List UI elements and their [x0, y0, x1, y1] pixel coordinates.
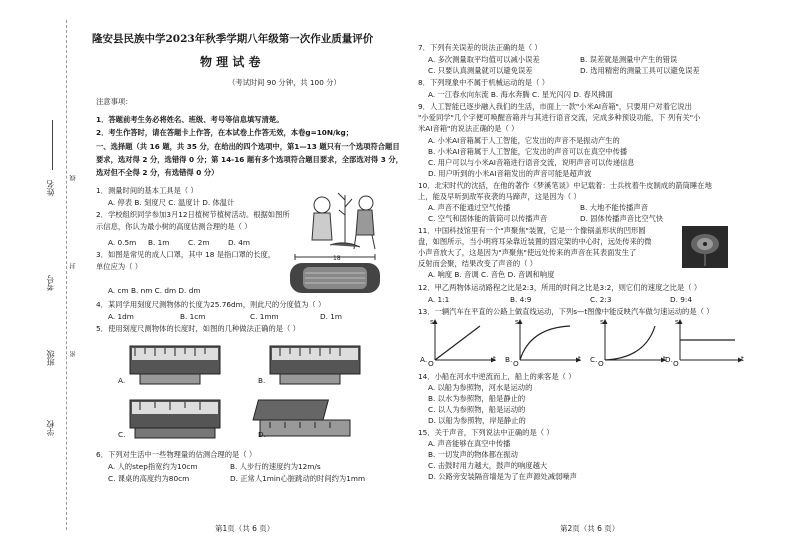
- q15-stem: 15．关于声音，下列说法中正确的是（ ）: [418, 428, 554, 437]
- q9-option-b: B. 小米AI音箱属于人工智能，它发出的声音可以在真空中传播: [428, 147, 628, 156]
- graph-a: [435, 320, 495, 360]
- graph-a-origin: O: [428, 359, 434, 368]
- graph-b-label: B.: [505, 355, 513, 364]
- q11-options: A. 响度 B. 音调 C. 音色 D. 音调和响度: [428, 270, 555, 279]
- q14-option-c: C. 以人为参照物，船是运动的: [428, 405, 526, 414]
- section1-line2: 要求，选对得 2 分，选错得 0 分；第 14-16 题有多个选项符合题目要求，全部选对得 3 分，: [96, 155, 403, 164]
- exam-title: 隆安县民族中学2023年秋季学期八年级第一次作业质量评价: [92, 33, 374, 45]
- q10-stem-a: 10．北宋时代的沈括，在他的著作《梦溪笔谈》中记载着：士兵枕着牛皮制成的箭筒睡在地: [418, 181, 712, 190]
- graph-c-label: C.: [590, 355, 598, 364]
- number-label: 考号: [46, 275, 55, 291]
- q9-option-d: D. 用户听到的小米AI音箱发出的声音可能是超声波: [428, 169, 592, 178]
- q6-option-c: C. 课桌的高度约为80cm: [108, 474, 190, 483]
- exam-subtitle: 物 理 试 卷: [200, 55, 261, 69]
- name-blank: [52, 120, 53, 170]
- ruler-figure-b: [270, 346, 360, 384]
- q4-stem: 4．某同学用刻度尺测物体的长度为25.76dm，则此尺的分度值为（ ）: [96, 300, 326, 309]
- q4-option-c: C. 1mm: [250, 312, 279, 321]
- graph-c-origin: O: [598, 359, 604, 368]
- notice-item-1: 1．答题前考生务必将姓名、班级、考号等信息填写清楚。: [96, 115, 284, 124]
- q5-label-c: C.: [118, 430, 126, 439]
- graph-c-axis-s: s: [600, 317, 604, 326]
- class-label: 班级: [46, 350, 55, 366]
- ruler-figure-c: [130, 400, 220, 438]
- q12-stem: 12．甲乙两物体运动路程之比是2:3，所用的时间之比是3:2，则它们的速度之比是（ ）: [418, 283, 702, 292]
- graph-b: [520, 320, 580, 360]
- q4-option-d: D. 1m: [320, 312, 343, 321]
- q9-option-c: C. 用户可以与小米AI音箱进行语音交流，说明声音可以传递信息: [428, 158, 635, 167]
- tree-planting-figure: [300, 185, 385, 255]
- school-label: 学校: [46, 420, 55, 436]
- graph-d-origin: O: [673, 359, 679, 368]
- st-graphs: [420, 318, 750, 368]
- q13-stem: 13．一辆汽车在平直的公路上做直线运动，下列s—t图像中能反映汽车做匀速运动的是（ ）: [418, 307, 714, 316]
- graph-a-axis-t: t: [493, 354, 496, 363]
- q11-stem-a: 11．中国科技馆里有一个"声聚焦"装置，它是一个像锅盖形状的凹形圆: [418, 226, 646, 235]
- graph-d: [680, 320, 742, 360]
- q12-option-d: D. 9:4: [670, 295, 693, 304]
- mask-figure: [285, 253, 385, 298]
- graph-d-axis-t: t: [741, 354, 744, 363]
- q11-stem-d: 反射而会聚，结果改变了声音的（ ）: [418, 259, 538, 268]
- q15-option-a: A. 声音能够在真空中传播: [428, 439, 511, 448]
- sound-focus-photo: [682, 226, 728, 268]
- q15-option-c: C. 击鼓时用力越大，鼓声的响度越大: [428, 461, 548, 470]
- q5-label-a: A.: [118, 376, 126, 385]
- q3-stem-b: 单位应为（ ）: [96, 262, 143, 271]
- q15-option-d: D. 公路旁安装隔音墙是为了在声源处减弱噪声: [428, 472, 577, 481]
- q2-option-a: A. 0.5m: [108, 238, 137, 247]
- q14-option-d: D. 以船为参照物，岸是静止的: [428, 416, 526, 425]
- q7-option-b: B. 误差就是测量中产生的错误: [580, 55, 678, 64]
- q5-label-d: D.: [258, 430, 266, 439]
- q9-option-a: A. 小米AI音箱属于人工智能，它发出的声音不是振动产生的: [428, 136, 620, 145]
- graph-b-axis-t: t: [578, 354, 581, 363]
- graph-b-origin: O: [513, 359, 519, 368]
- q8-stem: 8．下列现象中不属于机械运动的是（ ）: [418, 78, 550, 87]
- graph-c-axis-t: t: [663, 354, 666, 363]
- q5-label-b: B.: [258, 376, 266, 385]
- graph-c: [605, 320, 665, 360]
- q7-option-d: D. 选用精密的测量工具可以避免误差: [580, 66, 700, 75]
- q2-option-b: B. 1m: [148, 238, 170, 247]
- q7-stem: 7．下列有关误差的说法正确的是（ ）: [418, 43, 542, 52]
- graph-a-axis-s: s: [430, 317, 434, 326]
- q6-option-a: A. 人的step指宽约为10cm: [108, 462, 198, 471]
- seal-dashed-line: [66, 20, 67, 530]
- q14-stem: 14．小船在河水中逆流而上，船上的乘客是（ ）: [418, 372, 576, 381]
- ruler-figure-a: [130, 346, 220, 384]
- seal-line-text: 密 封 线: [70, 135, 77, 357]
- q10-option-b: B. 大地不能传播声音: [580, 203, 649, 212]
- q2-option-d: D. 4m: [228, 238, 251, 247]
- graph-b-axis-s: s: [515, 317, 519, 326]
- ruler-figures: [110, 338, 390, 448]
- notice-item-2: 2．考生作答时，请在答题卡上作答，在本试卷上作答无效，本卷g=10N/kg；: [96, 128, 354, 137]
- q2-stem-a: 2．学校组织同学参加3月12日植树节植树活动。根据如图所: [96, 210, 290, 219]
- q1-stem: 1．测量时间的基本工具是（ ）: [96, 186, 198, 195]
- graph-a-label: A.: [420, 355, 428, 364]
- graph-d-axis-s: s: [675, 317, 679, 326]
- q9-stem-a: 9．人工智能已逐步融入我们的生活，市面上一款"小米AI音箱"，只要用户对着它说出: [418, 102, 692, 111]
- q14-option-b: B. 以水为参照物，船是静止的: [428, 394, 526, 403]
- q7-option-a: A. 多次测量取平均值可以减小误差: [428, 55, 540, 64]
- q8-options: A. 一江春水向东流 B. 海水奔腾 C. 星光闪闪 D. 春风拂面: [428, 90, 613, 99]
- footer-page-2: 第2页（共 6 页）: [560, 524, 620, 533]
- name-label: 姓名: [46, 180, 55, 196]
- q2-option-c: C. 2m: [188, 238, 210, 247]
- q4-option-a: A. 1dm: [108, 312, 134, 321]
- q6-option-b: B. 人步行的速度约为12m/s: [230, 462, 321, 471]
- q10-option-a: A. 声音不能通过空气传播: [428, 203, 511, 212]
- q7-option-c: C. 只要认真测量就可以避免误差: [428, 66, 533, 75]
- time-info: （考试时间 90 分钟，共 100 分）: [228, 78, 341, 87]
- q10-option-d: D. 固体传播声音比空气快: [580, 214, 664, 223]
- graph-d-label: D.: [665, 355, 673, 364]
- ruler-figure-d: [253, 400, 350, 436]
- q15-option-b: B. 一切发声的物体都在振动: [428, 450, 518, 459]
- q6-option-d: D. 正常人1min心脏跳动的时间约为1mm: [230, 474, 366, 483]
- q9-stem-b: "小爱同学"几个字便可唤醒音箱并与其进行语音交流，完成多种预设功能，下 列有关"小: [418, 113, 701, 122]
- section1-line3: 选对但不全得 2 分，有选错得 0 分）: [96, 168, 219, 177]
- q4-option-b: B. 1cm: [180, 312, 206, 321]
- mask-length-label: 18: [333, 255, 341, 262]
- q11-stem-c: 小声音放大了，这是因为"声聚焦"使远处传来的声音在其表面发生了: [418, 248, 637, 257]
- q6-stem: 6．下列对生活中一些物理量的估测合理的是（ ）: [96, 450, 257, 459]
- section1-line1: 一、选择题（共 16 题，共 35 分，在给出的四个选项中，第1—13 题只有一个选项符合题目: [96, 142, 400, 151]
- q14-option-a: A. 以船为参照物，河水是运动的: [428, 383, 533, 392]
- notice-label: 注意事项：: [96, 97, 133, 106]
- q1-options: A. 停表 B. 刻度尺 C. 温度计 D. 体温计: [108, 198, 235, 207]
- q3-options: A. cm B. nm C. dm D. dm: [108, 286, 201, 295]
- q9-stem-c: 米AI音箱"的说法正确的是（ ）: [418, 124, 519, 133]
- q11-stem-b: 盘，如图所示，当小明将耳朵靠近装置的固定架的中心时，远处传来的微: [418, 237, 652, 246]
- q12-option-b: B. 4:9: [510, 295, 532, 304]
- q3-stem-a: 3．如图是常见的成人口罩，其中 18 是指口罩的长度，: [96, 250, 276, 259]
- binding-margin: [0, 0, 92, 549]
- q12-option-a: A. 1:1: [428, 295, 450, 304]
- q5-stem: 5．使用刻度尺测物体的长度时，如图的几种做法正确的是（ ）: [96, 324, 300, 333]
- q2-stem-b: 示信息，你认为最小树的高度估测合理的是（ ）: [96, 222, 252, 231]
- q10-stem-b: 上，能及早听到敌军夜袭的马蹄声，这是因为（ ）: [418, 192, 581, 201]
- q10-option-c: C. 空气和固体能的箭筒可以传播声音: [428, 214, 548, 223]
- footer-page-1: 第1页（共 6 页）: [215, 524, 275, 533]
- q12-option-c: C. 2:3: [590, 295, 612, 304]
